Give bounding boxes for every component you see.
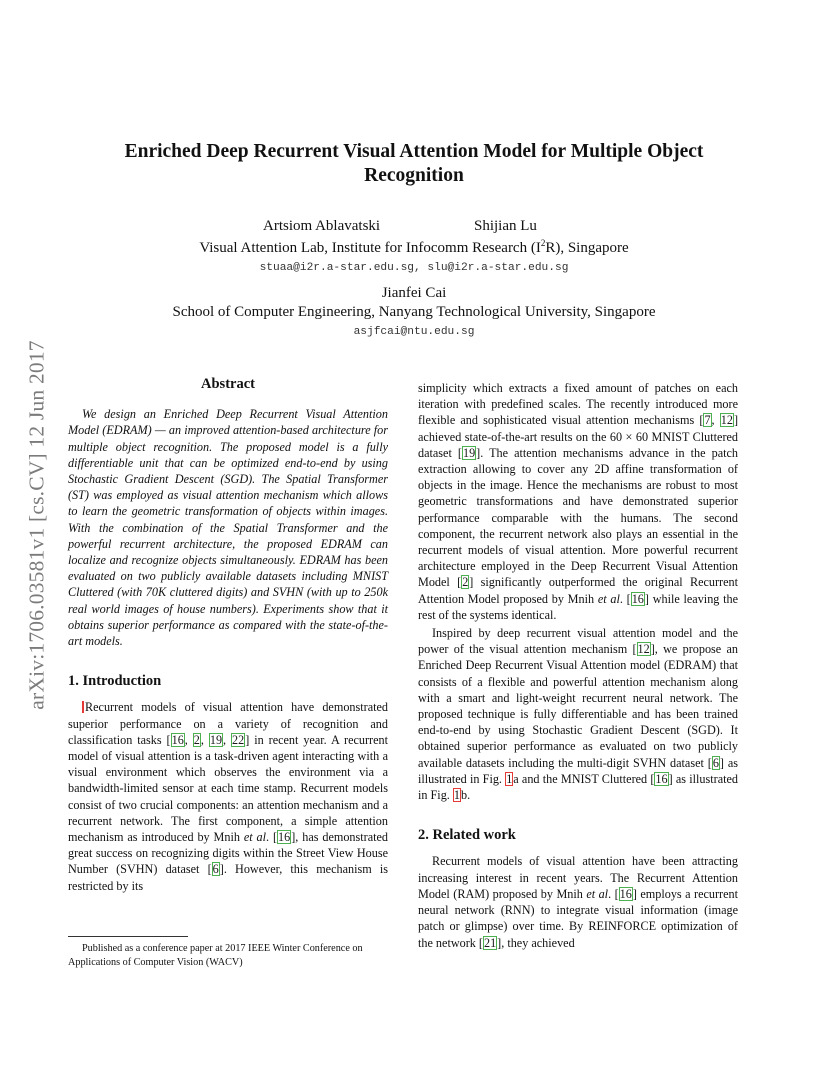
- author-name: Jianfei Cai: [381, 285, 447, 301]
- left-column: [68, 376, 388, 894]
- citation-link[interactable]: 12: [637, 642, 650, 657]
- citation-link[interactable]: 6: [712, 755, 719, 770]
- section-heading: 2. Related work: [418, 827, 516, 844]
- arxiv-sidebar: [24, 290, 50, 760]
- citation-link[interactable]: 12: [720, 413, 733, 428]
- related-paragraph: Recurrent models of visual attention have been attracting increasing interest in recent years. The Recurrent Attention Model (RAM) proposed by Mnih et al. [16] employs a recurrent neural network (RNN) to integrate visual information (image patch or glimpse) over time. By REINFORCE optimization of the network [21], they achieved: [418, 854, 738, 950]
- citation-link[interactable]: 19: [209, 732, 223, 747]
- citation-link[interactable]: 6: [212, 862, 219, 877]
- citation-link[interactable]: 16: [631, 591, 644, 606]
- footnote-text: Published as a conference paper at 2017 IEEE Winter Conference on Applications of Computer Vision (WACV): [68, 943, 363, 968]
- right-column: [418, 380, 738, 951]
- body-paragraph: Inspired by deep recurrent visual attention model and the power of the visual attention mechanism [12], we propose an Enriched Deep Recurrent Visual Attention model (EDRAM) that consists of a flexible and powerful attention mechanism along with a smart and light-weight recurrent neural network. The proposed technique is fully differentiable and has been trained end-to-end by using Stochastic Gradient Descent (SGD). It obtained superior performance as evaluated on two publicly available datasets including the multi-digit SVHN dataset [6] as illustrated in Fig. 1a and the MNIST Cluttered [16] as illustrated in Fig. 1b.: [418, 626, 739, 803]
- footnote-rule: [68, 936, 188, 937]
- citation-link[interactable]: 19: [462, 445, 476, 460]
- paper-title: Enriched Deep Recurrent Visual Attention Model for Multiple Object Recognition: [124, 141, 704, 186]
- citation-link[interactable]: 2: [193, 732, 200, 747]
- figure-link[interactable]: 1: [506, 771, 513, 786]
- abstract-heading: Abstract: [201, 376, 255, 392]
- author-email: asjfcai@ntu.edu.sg: [353, 326, 475, 338]
- citation-link[interactable]: 16: [171, 732, 184, 747]
- abstract-text: We design an Enriched Deep Recurrent Visual Attention Model (EDRAM) — an improved attention-based architecture for multiple object recognition. The proposed model is a fully differentiable unit that can be optimized end-to-end by using Stochastic Gradient Descent (SGD). The Spatial Transformer (ST) was employed as visual attention mechanism which allows to learn the geometric transformation of objects within images. With the combination of the Spatial Transformer and the powerful recurrent architecture, the proposed EDRAM can localize and recognize objects simultaneously. EDRAM has been evaluated on two publicly available datasets including MNIST Cluttered (with 70K cluttered digits) and SVHN (with up to 250k real world images of house numbers). Experiments show that it obtains superior performance as compared with the state-of-the-art models.: [68, 407, 388, 649]
- cursor-marker: [82, 701, 84, 713]
- intro-paragraph: Recurrent models of visual attention have demonstrated superior performance on a variety of recognition and classification tasks [16, 2, 19, 22] in recent year. A recurrent model of visual attention is a task-driven agent interacting with a visual environment which observes the environment via a bandwidth-limited sensor at each time stamp. Recurrent models consist of two crucial components: an attention mechanism and a recurrent network. The first component, a simple attention mechanism as introduced by Mnih et al. [16], has demonstrated great success on recognizing digits within the Street View House Number (SVHN) dataset [6]. However, this mechanism is restricted by its: [68, 700, 389, 893]
- citation-link[interactable]: 21: [483, 935, 497, 950]
- author-name: Shijian Lu: [474, 218, 537, 234]
- author-emails: stuaa@i2r.a-star.edu.sg, slu@i2r.a-star.edu.sg: [259, 262, 569, 274]
- authors-row: [0, 218, 828, 240]
- affiliation: Visual Attention Lab, Institute for Infocomm Research $(I^2R)$, Singapore: [199, 238, 629, 256]
- section-heading: 1. Introduction: [68, 673, 162, 690]
- citation-link[interactable]: 7: [704, 413, 711, 428]
- figure-link[interactable]: 1: [453, 788, 460, 803]
- citation-link[interactable]: 16: [655, 771, 668, 786]
- citation-link[interactable]: 2: [462, 575, 469, 590]
- body-paragraph: simplicity which extracts a fixed amount of patches on each iteration with predefined scales. The recently introduced more flexible and sophisticated visual attention mechanisms [7, 12] achieved state-of-the-art results on the 60 × 60 MNIST Cluttered dataset [19]. The attention mechanisms advance in the patch extraction allowing to cover any 2D affine transformation of objects in the image. Hence the mechanisms are robust to most geometric transformations and have demonstrated superior performance comparable with the humans. The second component, the recurrent network also plays an essential in the recurrent models of visual attention. More powerful recurrent architecture employed in the Deep Recurrent Visual Attention Model [2] significantly outperformed the original Recurrent Attention Model proposed by Mnih et al. [16] while leaving the rest of the systems identical.: [418, 381, 739, 622]
- citation-link[interactable]: 16: [278, 830, 291, 845]
- citation-link[interactable]: 22: [232, 732, 245, 747]
- arxiv-identifier: arXiv:1706.03581v1 [cs.CV] 12 Jun 2017: [24, 340, 49, 710]
- footnote: [68, 936, 388, 969]
- citation-link[interactable]: 16: [619, 886, 632, 901]
- author-name: Artsiom Ablavatski: [263, 218, 381, 234]
- affiliation: School of Computer Engineering, Nanyang Technological University, Singapore: [172, 304, 656, 320]
